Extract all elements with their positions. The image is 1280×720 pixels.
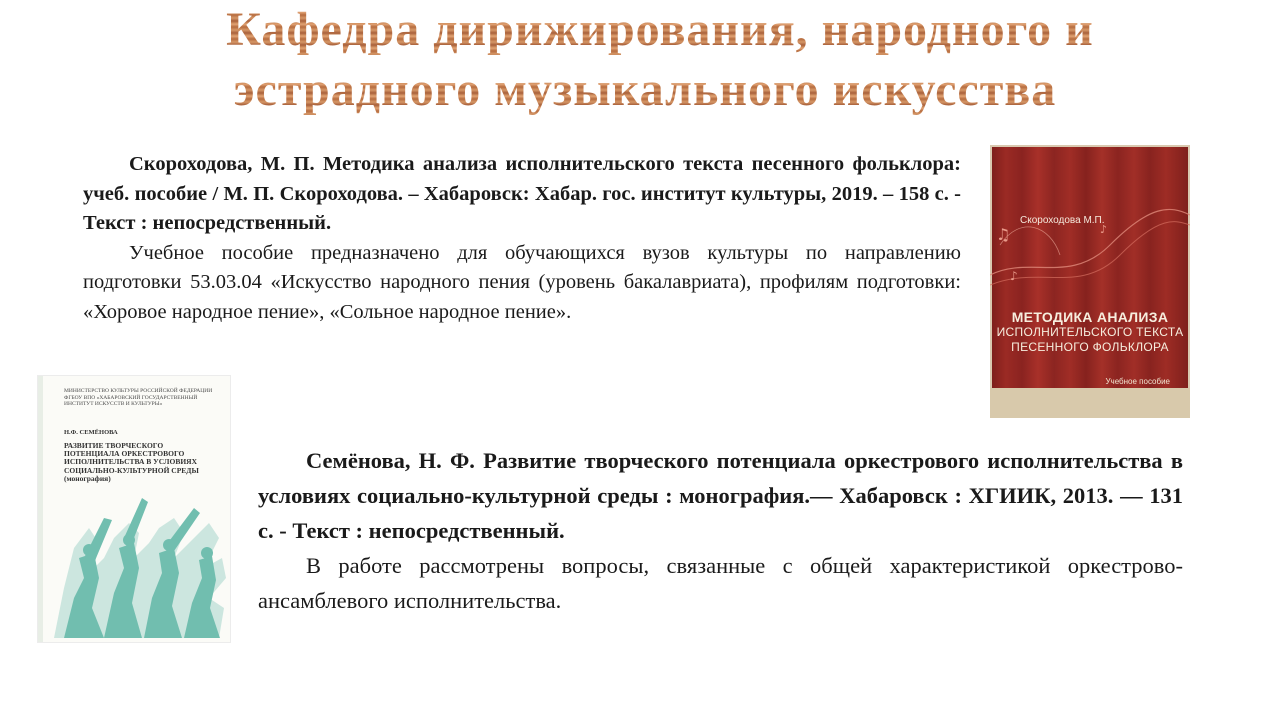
- book2-cover-author: Н.Ф. СЕМЁНОВА: [64, 429, 118, 436]
- book1-cover: [990, 145, 1190, 418]
- book1-cover-title-line2: ИСПОЛНИТЕЛЬСКОГО ТЕКСТА: [996, 325, 1184, 339]
- book2-cover-spine: [38, 376, 43, 642]
- book1-cover-subtitle: Учебное пособие: [1105, 377, 1170, 386]
- svg-text:♪: ♪: [1100, 223, 1108, 236]
- book1-cover-title-line3: ПЕСЕННОГО ФОЛЬКЛОРА: [1011, 340, 1169, 354]
- book1-cover-title: [990, 310, 1190, 355]
- book2-citation: Семёнова, Н. Ф. Развитие творческого потенциала оркестрового исполнительства в условиях социально-культурной среды : монография.— Хабаровск : ХГИИК, 2013. — 131 с. - Текст : непосредственный.: [258, 448, 1183, 543]
- book1-description: Учебное пособие предназначено для обучающихся вузов культуры по направлению подготовки 53.03.04 «Искусство народного пения (уровень бакалавриата), профилям подготовки: «Хоровое народное пение», «Сольное народное пение».: [83, 241, 961, 323]
- book1-entry: [83, 150, 961, 327]
- book1-citation: Скороходова, М. П. Методика анализа исполнительского текста песенного фольклора: учеб. пособие / М. П. Скороходова. – Хабаровск: Хабар. гос. институт культуры, 2019. – 158 с. - Текст : непосредственный.: [83, 153, 961, 234]
- svg-text:♪: ♪: [1010, 269, 1018, 283]
- slide-title: [0, 0, 1280, 120]
- music-swirl-icon: [990, 185, 1190, 305]
- book2-cover-subtitle: (монография): [64, 473, 111, 483]
- book1-cover-title-line1: МЕТОДИКА АНАЛИЗА: [1011, 309, 1169, 325]
- book1-cover-author: Скороходова М.П.: [1020, 215, 1105, 226]
- title-line-2: эстрадного музыкального искусства: [233, 63, 1057, 116]
- svg-text:♫: ♫: [996, 225, 1011, 244]
- book1-cover-band: [990, 388, 1190, 418]
- book2-cover-header: МИНИСТЕРСТВО КУЛЬТУРЫ РОССИЙСКОЙ ФЕДЕРАЦИИ ФГБОУ ВПО «ХАБАРОВСКИЙ ГОСУДАРСТВЕННЫЙ ИНСТИТУТ ИСКУССТВ И КУЛЬТУРЫ»: [64, 388, 213, 407]
- book2-description: В работе рассмотрены вопросы, связанные с общей характеристикой оркестрово-ансамблевого исполнительства.: [258, 553, 1183, 613]
- book2-cover: [38, 376, 230, 642]
- book2-cover-title-text: РАЗВИТИЕ ТВОРЧЕСКОГО ПОТЕНЦИАЛА ОРКЕСТРОВОГО ИСПОЛНИТЕЛЬСТВА В УСЛОВИЯХ СОЦИАЛЬНО-КУЛЬТУРНОЙ СРЕДЫ: [64, 441, 199, 475]
- book2-cover-title: [64, 442, 214, 483]
- orchestra-illustration-icon: [44, 488, 228, 640]
- title-line-1: Кафедра дирижирования, народного и: [226, 3, 1094, 56]
- book2-entry: [258, 443, 1183, 618]
